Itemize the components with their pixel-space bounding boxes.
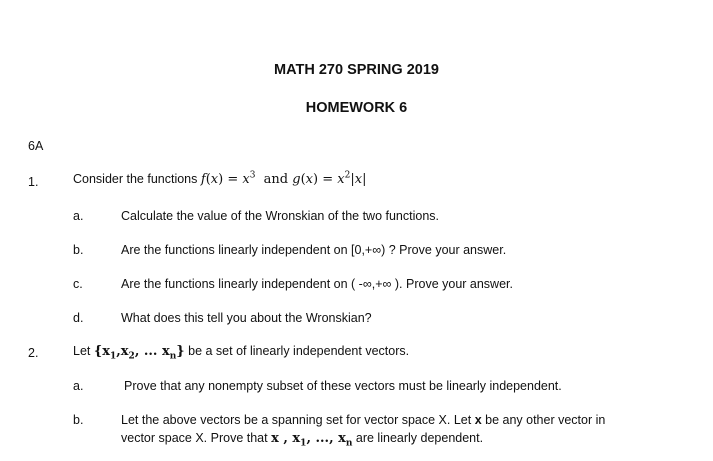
problem-2-number: 2. — [28, 346, 39, 360]
homework-title: HOMEWORK 6 — [305, 100, 408, 116]
problem-1a-text: Calculate the value of the Wronskian of the two functions. — [121, 209, 440, 223]
problem-2b-line-1 — [121, 413, 605, 427]
problem-2-prompt-suffix: be a set of linearly independent vectors. — [188, 344, 410, 358]
problem-2-vector-set-math: {$x_1,x_2$, ... $x_n$} — [93, 344, 185, 362]
problem-1c-text: Are the functions linearly independent on ( -∞,+∞ ). Prove your answer. — [121, 277, 513, 291]
problem-2b-line-2 — [121, 431, 484, 449]
problem-2b-line-2-prefix: vector space X. Prove that — [121, 431, 272, 445]
problem-1-prompt — [73, 172, 366, 187]
section-label: 6A — [28, 139, 44, 153]
problem-1b-text: Are the functions linearly independent on [0,+∞) ? Prove your answer. — [121, 243, 507, 257]
problem-2a-text: Prove that any nonempty subset of these vectors must be linearly independent. — [124, 379, 562, 393]
problem-2a-letter: a. — [73, 379, 84, 393]
problem-1-prompt-text: Consider the functions — [73, 172, 198, 186]
problem-1d-letter: d. — [73, 311, 84, 325]
course-title: MATH 270 SPRING 2019 — [274, 62, 439, 78]
problem-2-prompt-prefix: Let — [73, 344, 91, 358]
problem-2b-line-1-suffix: be any other vector in — [481, 413, 606, 427]
problem-1c-letter: c. — [73, 277, 83, 291]
problem-2b-line-2-suffix: are linearly dependent. — [352, 431, 484, 445]
problem-1d-text: What does this tell you about the Wronskian? — [121, 311, 372, 325]
problem-2-prompt — [73, 344, 410, 362]
problem-1-functions-math: $f(x) = x^3$ and $g(x) = x^2|x|$ — [200, 170, 367, 187]
problem-1b-letter: b. — [73, 243, 84, 257]
problem-2b-vectors-math: x , $x_1$, ..., $x_n$ — [271, 431, 353, 449]
problem-2b-letter: b. — [73, 413, 84, 427]
problem-2b-vector-x: x — [474, 413, 482, 427]
problem-1a-letter: a. — [73, 209, 84, 223]
problem-2b-line-1-prefix: Let the above vectors be a spanning set for vector space X. Let — [121, 413, 475, 427]
problem-1-number: 1. — [28, 175, 39, 189]
